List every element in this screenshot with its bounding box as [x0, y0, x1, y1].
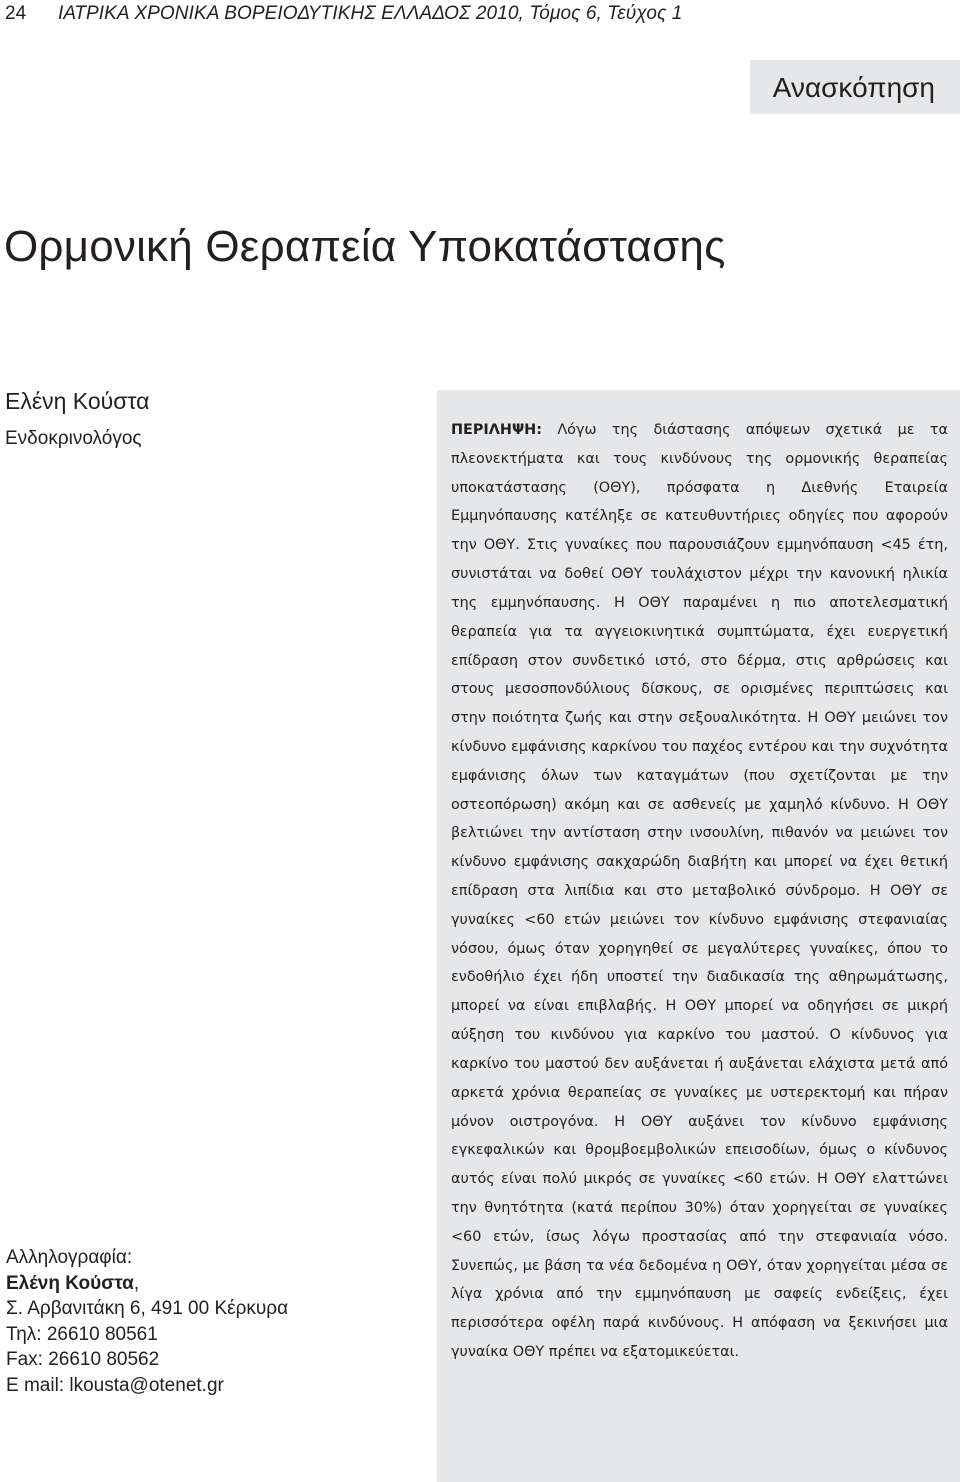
correspondence-name: Ελένη Κούστα — [6, 1272, 134, 1294]
running-header — [0, 0, 960, 34]
correspondence-phone: Τηλ: 26610 80561 — [6, 1323, 158, 1345]
author-name: Ελένη Κούστα — [5, 388, 150, 414]
correspondence-label: Αλληλογραφία: — [6, 1247, 133, 1268]
correspondence-email: E mail: lkousta@otenet.gr — [6, 1374, 224, 1396]
author-role: Ενδοκρινολόγος — [5, 428, 142, 449]
correspondence-block — [6, 1245, 288, 1398]
abstract-text — [451, 416, 948, 1367]
page-number: 24 — [5, 3, 27, 24]
article-title: Ορμονική Θεραπεία Υποκατάστασης — [4, 222, 726, 271]
journal-title: ΙΑΤΡΙΚΑ ΧΡΟΝΙΚΑ ΒΟΡΕΙΟΔΥΤΙΚΗΣ ΕΛΛΑΔΟΣ 2010, Τόμος 6, Τεύχος 1 — [58, 3, 683, 24]
correspondence-fax: Fax: 26610 80562 — [6, 1349, 160, 1370]
correspondence-address: Σ. Αρβανιτάκη 6, 491 00 Κέρκυρα — [6, 1298, 289, 1319]
correspondence-name-line: Ελένη Κούστα, — [6, 1272, 140, 1294]
section-banner — [750, 60, 960, 114]
abstract-panel — [437, 390, 960, 1482]
abstract-label: ΠΕΡΙΛΗΨΗ: — [451, 422, 542, 438]
abstract-body: Λόγω της διάστασης απόψεων σχετικά με τα πλεονεκτήματα και τους κινδύνους της ορμονικής θεραπείας υποκατάστασης (ΟΘΥ), πρόσφατα η Διεθνής Εταιρεία Εμμηνόπαυσης κατέληξε σε κατευθυντήριες οδηγίες που αφορούν την ΟΘΥ. Στις γυναίκες που παρουσιάζουν εμμηνόπαυση <45 έτη, συνιστάται να δοθεί ΟΘΥ τουλάχιστον μέχρι την κανονική ηλικία της εμμηνόπαυσης. Η ΟΘΥ παραμένει η πιο αποτελεσματική θεραπεία για τα αγγειοκινητικά συμπτώματα, έχει ευεργετική επίδραση στον συνδετικό ιστό, στο δέρμα, στις αρθρώσεις και στους μεσοσπονδύλιους δίσκους, σε ορισμένες περιπτώσεις και στην ποιότητα ζωής και στην σεξουαλικότητα. Η ΟΘΥ μειώνει τον κίνδυνο εμφάνισης καρκίνου του παχέος εντέρου και την συχνότητα εμφάνισης όλων των καταγμάτων (που σχετίζονται με την οστεοπόρωση) ακόμη και σε ασθενείς με χαμηλό κίνδυνο. Η ΟΘΥ βελτιώνει την αντίσταση στην ινσουλίνη, πιθανόν να μειώνει τον κίνδυνο εμφάνισης σακχαρώδη διαβήτη και μπορεί να έχει θετική επίδραση στα λιπίδια και στο μεταβολικό σύνδρομο. Η ΟΘΥ σε γυναίκες <60 ετών μειώνει τον κίνδυνο εμφάνισης στεφανιαίας νόσου, όμως όταν χορηγηθεί σε μεγαλύτερες γυναίκες, όπου το ενδοθήλιο έχει ήδη υποστεί την διαδικασία της αθηρωμάτωσης, μπορεί να είναι επιβλαβής. Η ΟΘΥ μπορεί να οδηγήσει σε μικρή αύξηση του κινδύνου για καρκίνο του μαστού. Ο κίνδυνος για καρκίνο του μαστού δεν αυξάνεται ή αυξάνεται ελάχιστα μετά από αρκετά χρόνια θεραπείας σε γυναίκες με υστερεκτομή και πήραν μόνον οιστρογόνα. Η ΟΘΥ αυξάνει τον κίνδυνο εμφάνισης εγκεφαλικών και θρομβοεμβολικών επεισοδίων, όμως ο κίνδυνος αυτός είναι πολύ μικρός σε γυναίκες <60 ετών. Η ΟΘΥ ελαττώνει την θνητότητα (κατά περίπου 30%) όταν χορηγείται σε γυναίκες <60 ετών, ίσως λόγω προστασίας από την στεφανιαία νόσο. Συνεπώς, με βάση τα νέα δεδομένα η ΟΘΥ, όταν χορηγείται μέσα σε λίγα χρόνια από την εμμηνόπαυση με σαφείς ενδείξεις, έχει περισσότερα οφέλη παρά κινδύνους. Η απόφαση να ξεκινήσει μια γυναίκα ΟΘΥ πρέπει να εξατομικεύεται. — [451, 422, 949, 1360]
section-label: Ανασκόπηση — [772, 72, 935, 103]
